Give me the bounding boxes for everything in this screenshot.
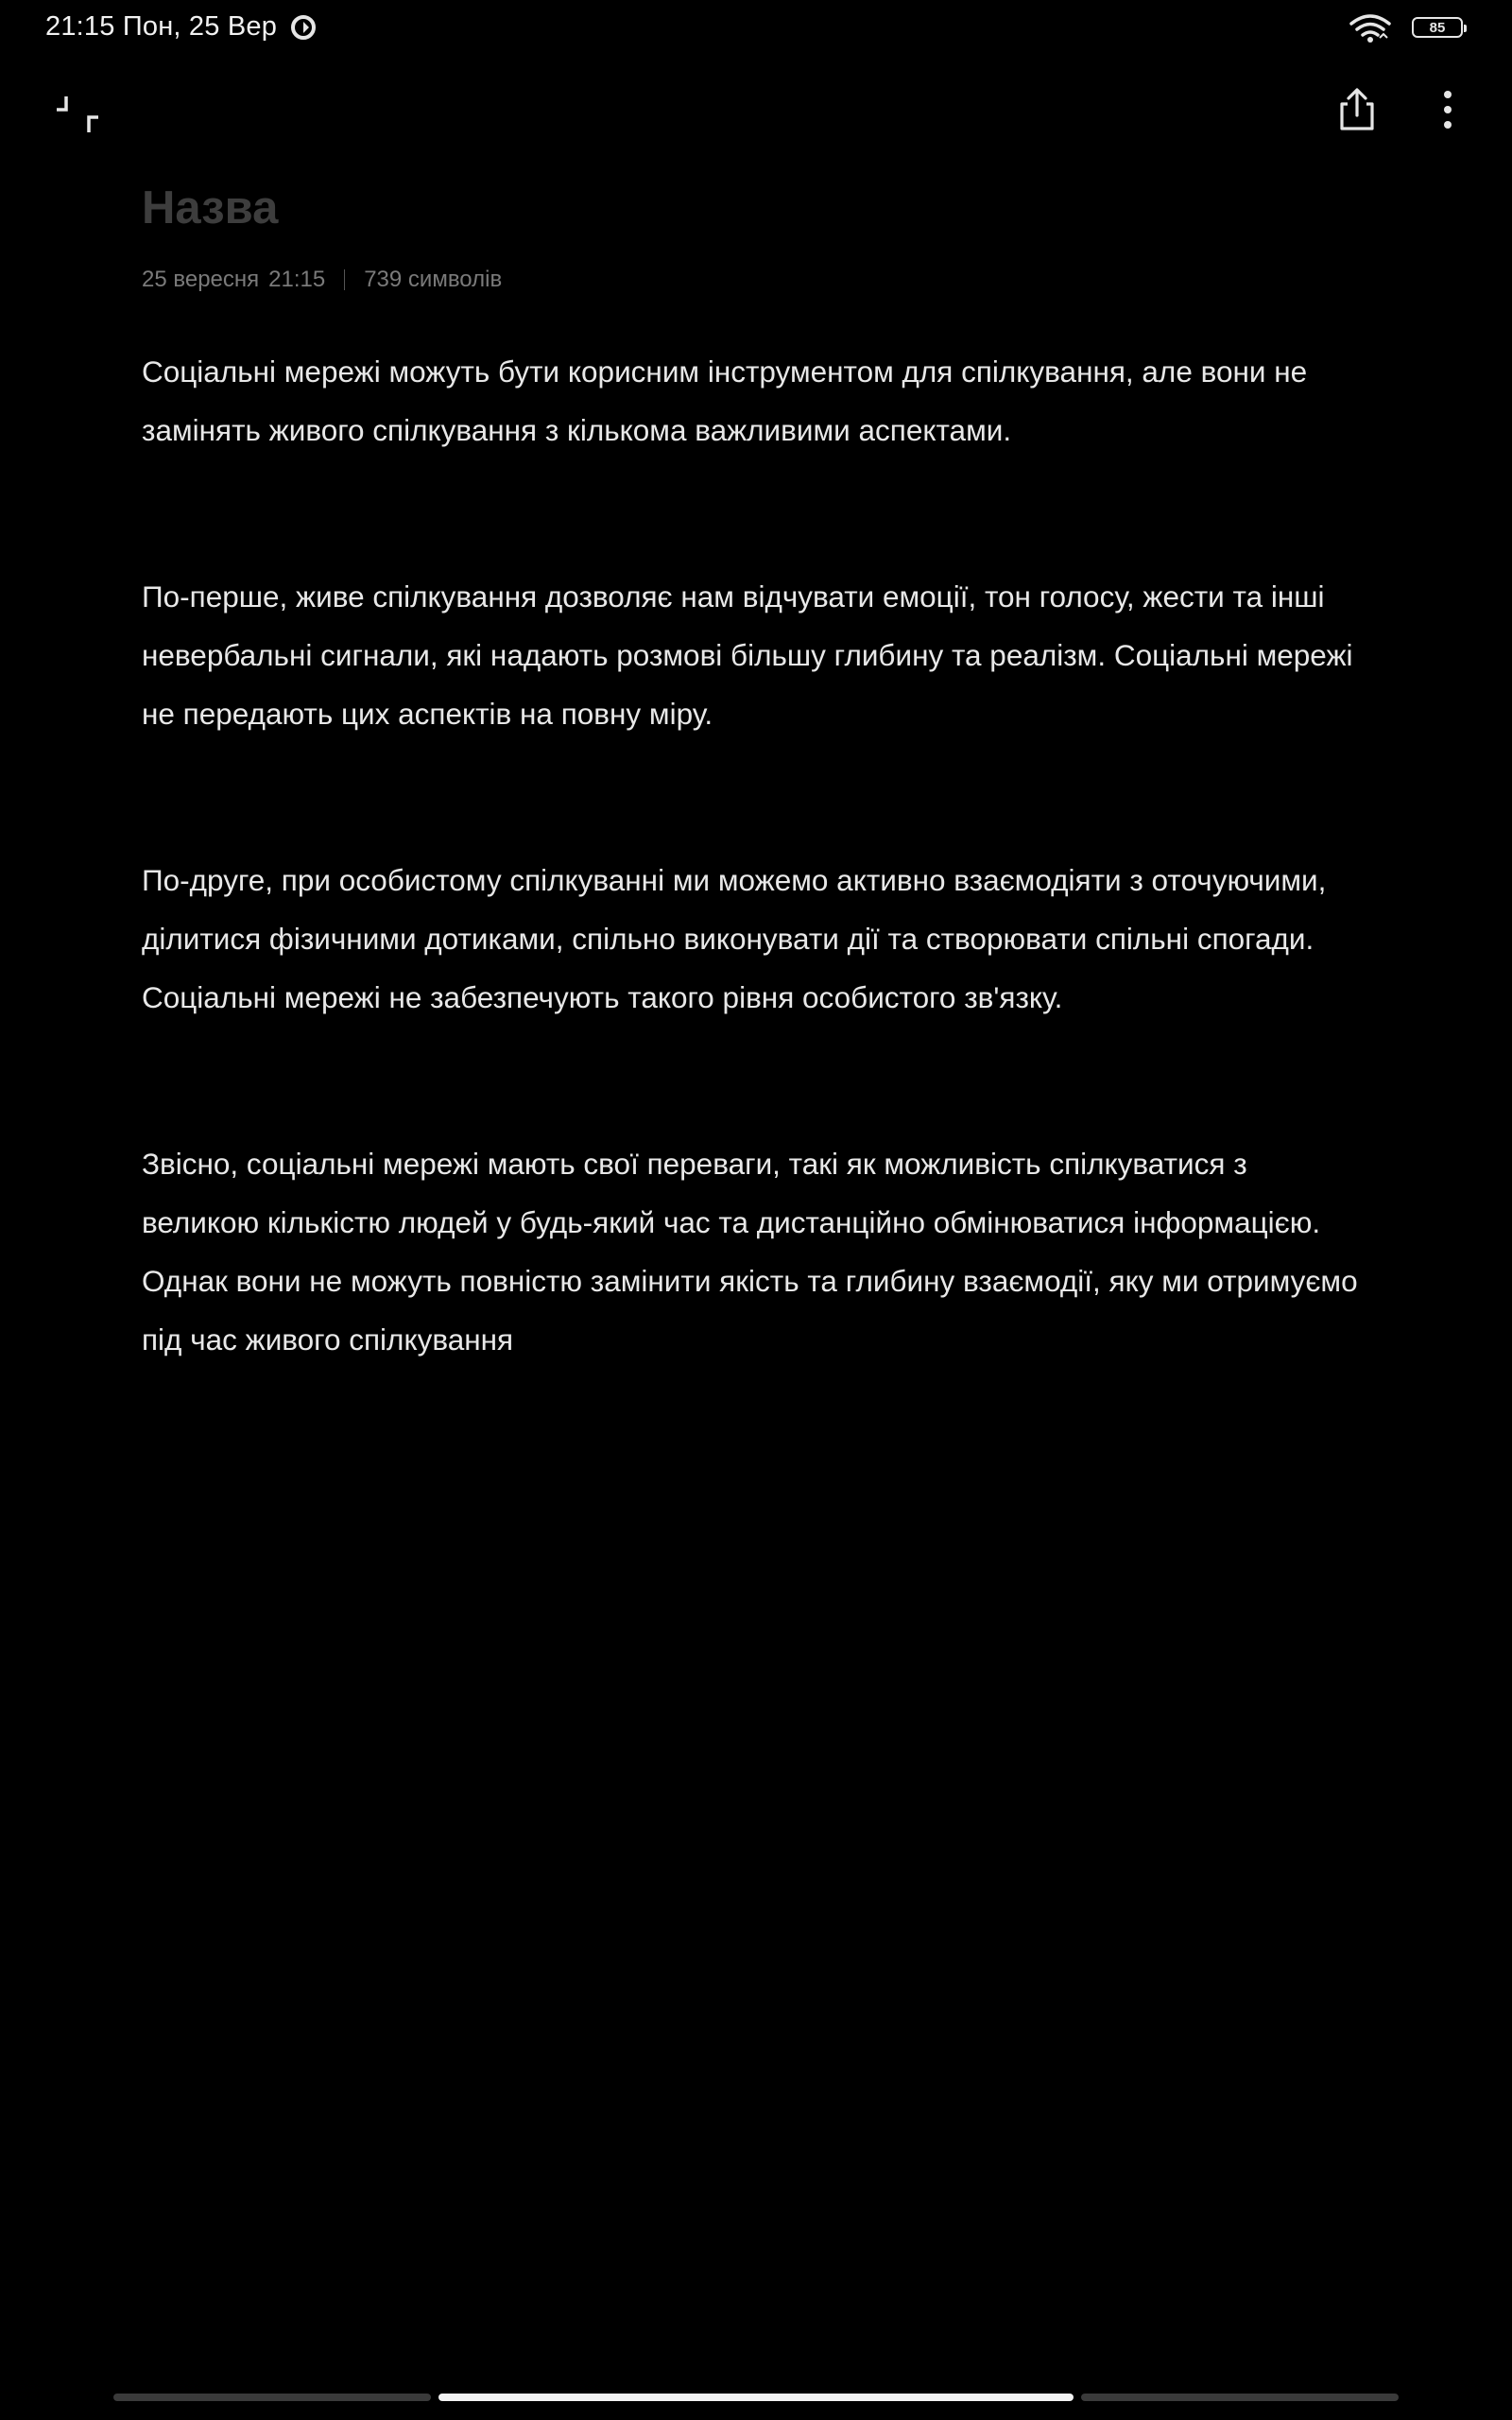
paragraph-gap (142, 1027, 1370, 1134)
note-paragraph[interactable]: По-перше, живе спілкування дозволяє нам відчувати емоції, тон голосу, жести та інші невербальні сигнали, які надають розмові більшу глибину та реалізм. Соціальні мережі не передають цих аспектів на повну міру. (142, 579, 1353, 731)
note-body[interactable] (142, 342, 1370, 1369)
note-char-count: 739 символів (364, 267, 503, 292)
status-right-group (1331, 11, 1463, 45)
note-paragraph[interactable]: По-друге, при особистому спілкуванні ми можемо активно взаємодіяти з оточуючими, ділитися фізичними дотиками, спільно виконувати дії та створювати спільні спогади. Соціальні мережі не забезпечують такого рівня особистого зв'язку. (142, 863, 1327, 1014)
task-indicator-active[interactable] (438, 2394, 1074, 2401)
task-indicator-right[interactable] (1081, 2394, 1399, 2401)
task-indicator-left[interactable] (113, 2394, 431, 2401)
paragraph-gap (142, 743, 1370, 851)
wifi-icon (1349, 13, 1391, 43)
note-date: 25 вересня (142, 267, 260, 292)
paragraph-gap (142, 459, 1370, 567)
note-paragraph[interactable]: Звісно, соціальні мережі мають свої переваги, такі як можливість спілкуватися з великою кількістю людей у будь-який час та дистанційно обмінюватися інформацією. Однак вони не можуть повністю замінити якість та глибину взаємодії, яку ми отримуємо під час живого спілкування (142, 1147, 1358, 1357)
note-title-input[interactable]: Назва (142, 182, 279, 233)
note-meta (142, 267, 1370, 293)
task-switcher-indicators (113, 2394, 1399, 2401)
more-options-icon (1442, 89, 1453, 130)
meta-divider (344, 269, 345, 290)
note-paragraph[interactable]: Соціальні мережі можуть бути корисним інструментом для спілкування, але вони не замінять живого спілкування з кількома важливими аспектами. (142, 354, 1308, 447)
collapse-icon (55, 91, 100, 136)
battery-level: 85 (1429, 19, 1446, 36)
note-editor (142, 180, 1370, 1369)
collapse-button[interactable] (47, 83, 108, 144)
more-options-button[interactable] (1418, 79, 1478, 140)
toolbar (0, 76, 1512, 151)
share-icon (1336, 87, 1378, 132)
status-time-date: 21:15 Пон, 25 Вер (45, 11, 278, 42)
status-bar (0, 0, 1512, 57)
note-time: 21:15 (268, 267, 326, 292)
sync-icon (289, 13, 318, 42)
share-button[interactable] (1327, 79, 1387, 140)
battery-icon (1412, 17, 1463, 38)
